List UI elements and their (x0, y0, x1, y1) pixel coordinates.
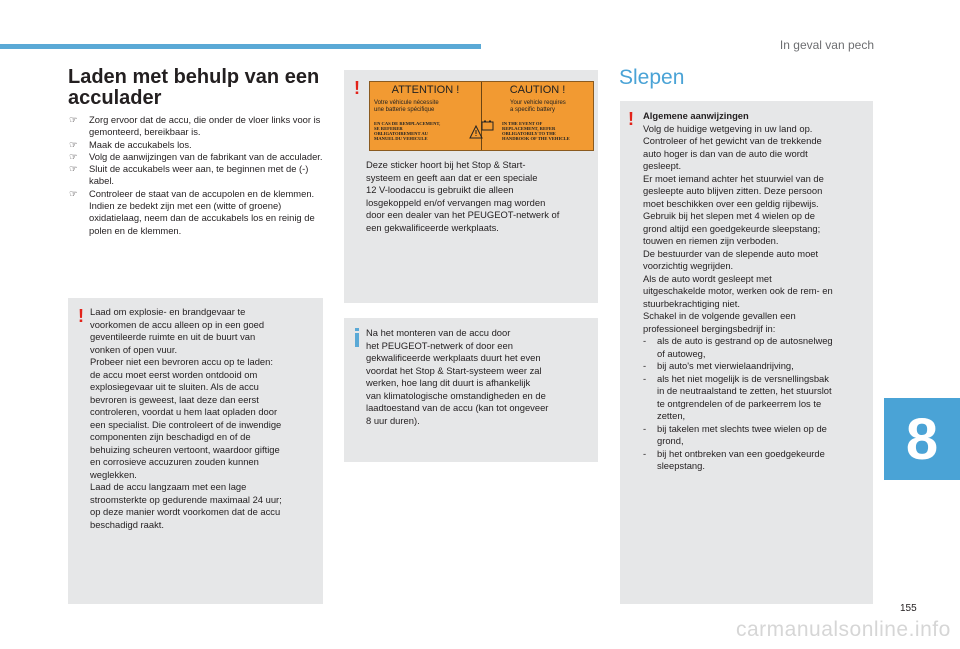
chapter-tab: 8 (884, 398, 960, 480)
towing-warning-text: Algemene aanwijzingen Volg de huidige wetgeving in uw land op. Controleer of het gewicht van de trekkende auto hoger is dan van de auto die wordt gesleept. Er moet iemand achter het stuurwiel van de gesleepte auto blijven zitten. Deze persoon moet beschikken over een geldig rijbewijs. Gebruik bij het slepen met 4 wielen op de grond altijd een goedgekeurde sleepstang; touwen en riemen zijn verboden. De bestuurder van de slepende auto moet voorzichtig wegrijden. Als de auto wordt gesleept met uitgeschakelde motor, werken ook de rem- en stuurbekrachtiging niet. Schakel in de volgende gevallen een professioneel bergingsbedrijf in: - als de auto is gestrand op de autosnelweg of autoweg, - bij auto's met vierwielaandrijving, - als het niet mogelijk is de versnellingsbak in de neutraalstand te zetten, het stuurslot te ontgrendelen of de parkeerrem los te zetten, - bij takelen met slechts twee wielen op de grond, - bij het ontbreken van een goedgekeurde sleepstang. (643, 110, 871, 473)
sticker-heading-fr: ATTENTION ! (391, 84, 460, 96)
watermark: carmanualsonline.info (736, 618, 951, 641)
charging-steps-list (69, 114, 324, 237)
section-title-towing: Slepen (619, 66, 685, 89)
sticker-description: Deze sticker hoort bij het Stop & Start- systeem en geeft aan dat er een speciale 12 V-loodaccu is gebruikt die alleen losgekoppeld en/of vervangen mag worden door een dealer van het PEUGEOT-netwerk of een gekwalificeerde werkplaats. (366, 159, 560, 233)
warning-icon: ! (628, 109, 634, 129)
towing-warning-heading: Algemene aanwijzingen (643, 110, 749, 121)
charging-warning-text: Laad om explosie- en brandgevaar te voorkomen de accu alleen op in een goed geventileerde ruimte en uit de buurt van vonken of open vuur. Probeer niet een bevroren accu op te laden: de accu moet eerst worden ontdooid om explosiegevaar uit te sluiten. Als de accu bevroren is geweest, laat deze dan eerst controleren, voordat u hem laat opladen door een specialist. Die controleert of de inwendige componenten zijn beschadigd en of de behuizing scheuren vertoont, waardoor giftige en corrosieve accuzuren zouden kunnen weglekken. Laad de accu langzaam met een lage stroomsterkte op gedurende maximaal 24 uur; op deze manier wordt voorkomen dat de accu beschadigd raakt. (90, 306, 282, 530)
warning-icon: ! (78, 306, 84, 326)
list-item: ☞ Volg de aanwijzingen van de fabrikant van de acculader. (69, 150, 323, 162)
warning-icon: ! (354, 78, 360, 98)
bullet-icon: ☞ (69, 187, 78, 199)
sticker-notice-en: IN THE EVENT OF REPLACEMENT, REFER OBLIGATORILY TO THE HANDBOOK OF THE VEHICLE (502, 121, 570, 141)
list-item: ☞ Controleer de staat van de accupolen en de klemmen. Indien ze bedekt zijn met een (witte of groene) oxidatielaag, neem dan de accukabels los en reinig de polen en de klemmen. (69, 187, 315, 236)
bullet-icon: ☞ (69, 138, 78, 150)
list-item: - bij auto's met vierwielaandrijving, (643, 360, 794, 371)
bullet-icon: ☞ (69, 163, 78, 175)
sticker-notice-fr: EN CAS DE REMPLACEMENT, SE REFERER OBLIGATOIREMENT AU MANUEL DU VEHICULE (374, 121, 441, 141)
info-icon (355, 333, 359, 347)
section-title-charging: Laden met behulp van een acculader (68, 66, 320, 109)
towing-warning-box (620, 101, 873, 604)
header-accent-bar (0, 44, 481, 49)
list-item: - als de auto is gestrand op de autosnelweg of autoweg, (643, 335, 833, 359)
battery-sticker (369, 81, 594, 151)
list-item: ☞ Sluit de accukabels weer aan, te beginnen met de (-) kabel. (69, 163, 309, 187)
list-item: - bij het ontbreken van een goedgekeurde sleepstang. (643, 447, 825, 471)
list-item: - als het niet mogelijk is de versnellingsbak in de neutraalstand te zetten, het stuurslot te ontgrendelen of de parkeerrem los te zetten, (643, 372, 832, 421)
sticker-subtitle-en: Your vehicle requires a specific battery (510, 100, 566, 113)
charging-warning-box (68, 298, 323, 604)
sticker-subtitle-fr: Votre véhicule nécessite une batterie spécifique (374, 100, 439, 113)
list-item: ☞ Zorg ervoor dat de accu, die onder de vloer links voor is gemonteerd, bereikbaar is. (69, 114, 321, 138)
chapter-header: In geval van pech (779, 38, 874, 52)
list-item: - bij takelen met slechts twee wielen op de grond, (643, 422, 827, 446)
bullet-icon: ☞ (69, 150, 78, 162)
sticker-heading-en: CAUTION ! (509, 84, 566, 96)
sticker-english (482, 82, 593, 150)
list-item: ☞ Maak de accukabels los. (69, 138, 192, 150)
info-box (344, 318, 598, 462)
battery-warning-icon (466, 118, 496, 140)
bullet-icon: ☞ (69, 114, 78, 125)
info-text: Na het monteren van de accu door het PEUGEOT-netwerk of door een gekwalificeerde werkplaats duurt het even voordat het Stop & Start-systeem weer zal werken, hoe lang dit duurt is afhankelijk van klimatologische omstandigheden en de laadtoestand van de accu (kan tot ongeveer 8 uur duren). (366, 327, 549, 426)
page-number: 155 (900, 603, 917, 614)
